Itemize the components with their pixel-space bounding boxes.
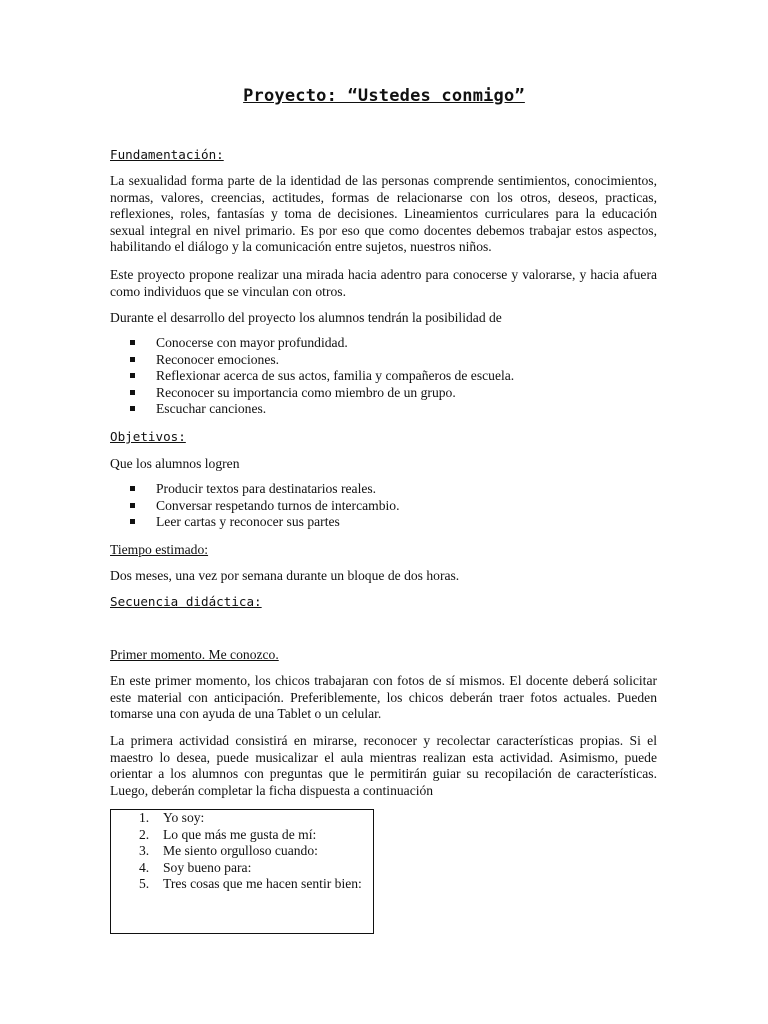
heading-objetivos: Objetivos:	[110, 429, 186, 444]
heading-primer-momento: Primer momento. Me conozco.	[110, 647, 279, 662]
bullet-square-icon	[130, 486, 135, 491]
heading-fundamentacion: Fundamentación:	[110, 147, 224, 162]
fundamentacion-bullet-list	[130, 335, 514, 418]
list-item: Reconocer su importancia como miembro de un grupo.	[130, 385, 514, 402]
list-item: Conocerse con mayor profundidad.	[130, 335, 514, 352]
list-item: Reflexionar acerca de sus actos, familia y compañeros de escuela.	[130, 368, 514, 385]
list-item: Conversar respetando turnos de intercambio.	[130, 498, 399, 515]
list-item: Leer cartas y reconocer sus partes	[130, 514, 399, 531]
ficha-item: 5. Tres cosas que me hacen sentir bien:	[139, 876, 362, 892]
bullet-square-icon	[130, 519, 135, 524]
document-title: Proyecto: “Ustedes conmigo”	[243, 86, 525, 106]
paragraph-fundamentacion-1: La sexualidad forma parte de la identidad de las personas comprende sentimientos, conocimientos, normas, valores, creencias, actitudes, formas de relacionarse con los otros, deseos, practicas, reflexiones, roles, fantasías y toma de decisiones. Lineamientos curriculares para la educación sexual integral en nivel primario. Es por eso que como docentes debemos trabajar estos aspectos, habilitando el diálogo y la comunicación entre sujetos, nuestros niños.	[110, 173, 657, 255]
ficha-item: 2. Lo que más me gusta de mí:	[139, 826, 317, 842]
objetivos-bullet-list	[130, 481, 399, 531]
paragraph-fundamentacion-2: Este proyecto propone realizar una mirada hacia adentro para conocerse y valorarse, y hacia afuera como individuos que se vinculan con otros.	[110, 267, 657, 299]
objetivos-intro: Que los alumnos logren	[110, 456, 240, 471]
bullet-square-icon	[130, 357, 135, 362]
ficha-list	[111, 810, 366, 893]
ficha-box	[110, 809, 374, 934]
list-item: Escuchar canciones.	[130, 401, 514, 418]
list-item: Producir textos para destinatarios reales.	[130, 481, 399, 498]
bullet-square-icon	[130, 390, 135, 395]
tiempo-text: Dos meses, una vez por semana durante un bloque de dos horas.	[110, 568, 460, 583]
ficha-item: 3. Me siento orgulloso cuando:	[139, 843, 318, 859]
heading-secuencia-didactica: Secuencia didáctica:	[110, 594, 262, 609]
ficha-item: 4. Soy bueno para:	[139, 859, 252, 875]
bullet-square-icon	[130, 340, 135, 345]
bullet-square-icon	[130, 373, 135, 378]
heading-tiempo-estimado: Tiempo estimado:	[110, 542, 209, 557]
paragraph-primer-momento-2: La primera actividad consistirá en mirarse, reconocer y recolectar características propias. Si el maestro lo desea, puede musicalizar el aula mientras realizan esta actividad. Asimismo, puede orientar a los alumnos con preguntas que le permitirán guiar su recopilación de características. Luego, deberán completar la ficha dispuesta a continuación	[110, 733, 657, 798]
paragraph-fundamentacion-3: Durante el desarrollo del proyecto los alumnos tendrán la posibilidad de	[110, 310, 502, 325]
paragraph-primer-momento-1: En este primer momento, los chicos trabajaran con fotos de sí mismos. El docente deberá solicitar este material con anticipación. Preferiblemente, los chicos deberán traer fotos actuales. Pueden tomarse una con ayuda de una Tablet o un celular.	[110, 673, 657, 722]
ficha-item: 1. Yo soy:	[139, 810, 205, 825]
bullet-square-icon	[130, 503, 135, 508]
bullet-square-icon	[130, 406, 135, 411]
list-item: Reconocer emociones.	[130, 352, 514, 369]
